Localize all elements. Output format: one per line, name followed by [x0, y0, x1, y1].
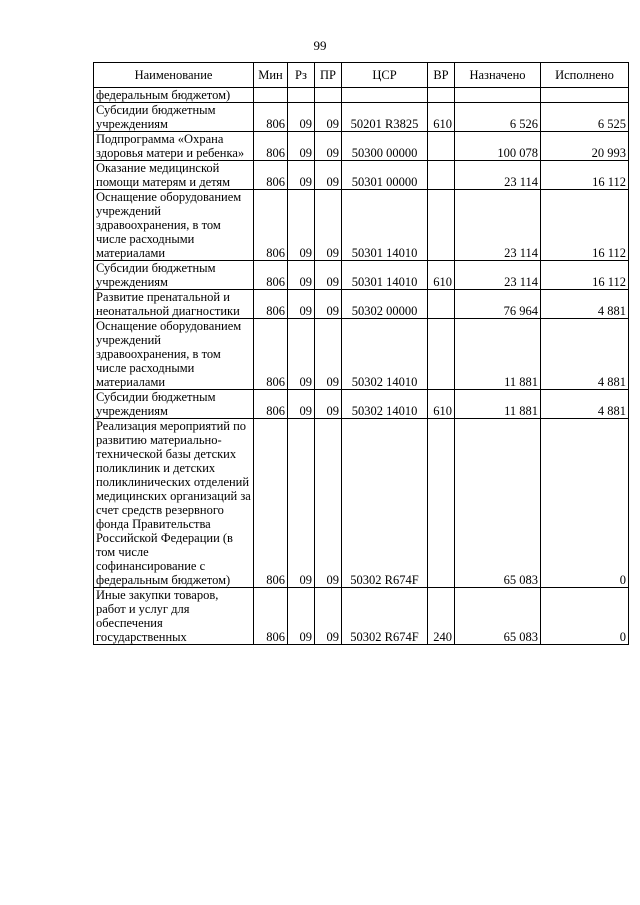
budget-table [93, 62, 629, 645]
cell-csr [342, 88, 428, 103]
table-row [94, 88, 629, 103]
table-header-row [94, 63, 629, 88]
header-csr: ЦСР [342, 63, 428, 88]
cell-rz: 09 [288, 103, 315, 132]
header-rz: Рз [288, 63, 315, 88]
cell-min: 806 [254, 290, 288, 319]
cell-executed: 0 [541, 588, 629, 645]
cell-pr: 09 [315, 319, 342, 390]
cell-pr: 09 [315, 419, 342, 588]
cell-vr [428, 319, 455, 390]
cell-vr [428, 419, 455, 588]
cell-assigned: 11 881 [455, 390, 541, 419]
table-row [94, 132, 629, 161]
table-row [94, 419, 629, 588]
cell-name: Развитие пренатальной и неонатальной диагностики [94, 290, 254, 319]
cell-executed: 4 881 [541, 290, 629, 319]
cell-rz: 09 [288, 161, 315, 190]
cell-csr: 50302 00000 [342, 290, 428, 319]
cell-csr: 50302 14010 [342, 319, 428, 390]
cell-assigned: 11 881 [455, 319, 541, 390]
header-pr: ПР [315, 63, 342, 88]
cell-pr: 09 [315, 390, 342, 419]
cell-min: 806 [254, 390, 288, 419]
cell-name: Субсидии бюджетным учреждениям [94, 103, 254, 132]
cell-assigned: 23 114 [455, 190, 541, 261]
cell-csr: 50301 14010 [342, 190, 428, 261]
table-row [94, 261, 629, 290]
cell-rz [288, 88, 315, 103]
cell-assigned [455, 88, 541, 103]
cell-rz: 09 [288, 588, 315, 645]
cell-csr: 50301 00000 [342, 161, 428, 190]
header-executed: Исполнено [541, 63, 629, 88]
table-row [94, 290, 629, 319]
cell-min: 806 [254, 132, 288, 161]
cell-executed: 16 112 [541, 190, 629, 261]
cell-name: Оказание медицинской помощи матерям и детям [94, 161, 254, 190]
cell-pr [315, 88, 342, 103]
cell-vr [428, 190, 455, 261]
cell-executed: 20 993 [541, 132, 629, 161]
cell-vr [428, 132, 455, 161]
cell-rz: 09 [288, 290, 315, 319]
cell-executed: 4 881 [541, 319, 629, 390]
cell-csr: 50301 14010 [342, 261, 428, 290]
cell-vr: 610 [428, 103, 455, 132]
cell-vr [428, 290, 455, 319]
cell-vr: 610 [428, 261, 455, 290]
cell-pr: 09 [315, 190, 342, 261]
cell-rz: 09 [288, 190, 315, 261]
cell-rz: 09 [288, 132, 315, 161]
cell-name: Оснащение оборудованием учреждений здравоохранения, в том числе расходными материалами [94, 190, 254, 261]
cell-executed: 4 881 [541, 390, 629, 419]
cell-pr: 09 [315, 290, 342, 319]
cell-min [254, 88, 288, 103]
header-min: Мин [254, 63, 288, 88]
table-row [94, 319, 629, 390]
cell-executed [541, 88, 629, 103]
cell-name: федеральным бюджетом) [94, 88, 254, 103]
cell-pr: 09 [315, 261, 342, 290]
table-row [94, 588, 629, 645]
cell-csr: 50302 R674F [342, 419, 428, 588]
table-row [94, 103, 629, 132]
cell-executed: 16 112 [541, 261, 629, 290]
cell-name: Субсидии бюджетным учреждениям [94, 390, 254, 419]
table-row [94, 390, 629, 419]
cell-assigned: 100 078 [455, 132, 541, 161]
cell-assigned: 65 083 [455, 419, 541, 588]
cell-assigned: 65 083 [455, 588, 541, 645]
cell-assigned: 6 526 [455, 103, 541, 132]
table-row [94, 190, 629, 261]
cell-min: 806 [254, 190, 288, 261]
cell-pr: 09 [315, 132, 342, 161]
cell-min: 806 [254, 319, 288, 390]
header-name: Наименование [94, 63, 254, 88]
cell-vr: 610 [428, 390, 455, 419]
cell-min: 806 [254, 419, 288, 588]
cell-min: 806 [254, 261, 288, 290]
cell-pr: 09 [315, 161, 342, 190]
cell-min: 806 [254, 103, 288, 132]
cell-vr [428, 161, 455, 190]
page-number: 99 [313, 38, 327, 53]
cell-pr: 09 [315, 103, 342, 132]
cell-csr: 50302 14010 [342, 390, 428, 419]
cell-executed: 6 525 [541, 103, 629, 132]
cell-csr: 50300 00000 [342, 132, 428, 161]
table-row [94, 161, 629, 190]
cell-name: Реализация мероприятий по развитию материально-технической базы детских поликлиник и детских поликлинических отделений медицинских организаций за счет средств резервного фонда Правительства Российской Федерации (в том числе софинансирование с федеральным бюджетом) [94, 419, 254, 588]
cell-name: Оснащение оборудованием учреждений здравоохранения, в том числе расходными материалами [94, 319, 254, 390]
cell-assigned: 23 114 [455, 261, 541, 290]
header-vr: ВР [428, 63, 455, 88]
cell-name: Субсидии бюджетным учреждениям [94, 261, 254, 290]
cell-rz: 09 [288, 419, 315, 588]
cell-rz: 09 [288, 261, 315, 290]
cell-executed: 0 [541, 419, 629, 588]
cell-min: 806 [254, 161, 288, 190]
cell-assigned: 76 964 [455, 290, 541, 319]
cell-rz: 09 [288, 319, 315, 390]
header-assigned: Назначено [455, 63, 541, 88]
cell-name: Подпрограмма «Охрана здоровья матери и ребенка» [94, 132, 254, 161]
cell-vr [428, 88, 455, 103]
cell-pr: 09 [315, 588, 342, 645]
table-body [94, 88, 629, 645]
cell-csr: 50201 R3825 [342, 103, 428, 132]
cell-min: 806 [254, 588, 288, 645]
cell-rz: 09 [288, 390, 315, 419]
cell-name: Иные закупки товаров, работ и услуг для обеспечения государственных [94, 588, 254, 645]
cell-executed: 16 112 [541, 161, 629, 190]
cell-csr: 50302 R674F [342, 588, 428, 645]
cell-vr: 240 [428, 588, 455, 645]
cell-assigned: 23 114 [455, 161, 541, 190]
